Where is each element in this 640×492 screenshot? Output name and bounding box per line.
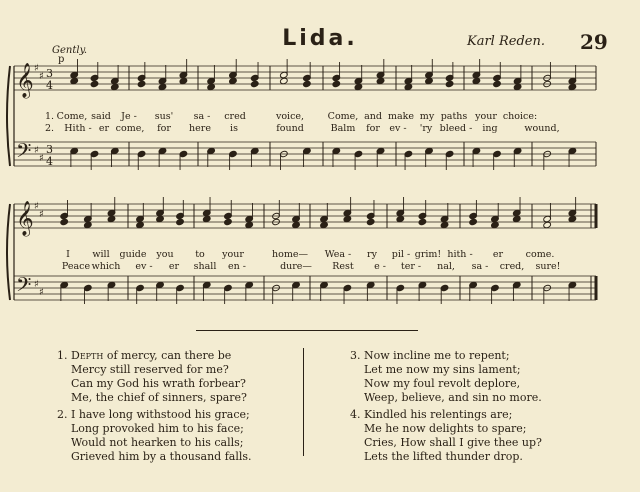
verse-line: Me he now delights to spare; (364, 422, 527, 435)
lyric-syllable: en - (228, 261, 246, 272)
note-head (343, 215, 352, 222)
note-head (512, 215, 521, 222)
lyric-syllable: Hith - (64, 123, 92, 134)
note-head (292, 221, 301, 228)
verse-line: Can my God his wrath forbear? (71, 377, 246, 390)
lyric-syllable: Come, (327, 111, 359, 122)
note-head (469, 218, 478, 225)
verse-number: 1. (45, 111, 55, 122)
lyric-syllable: cred, (499, 261, 525, 272)
sharp-sign: ♯ (39, 287, 44, 298)
note-head (418, 218, 427, 225)
lyric-syllable: cred (224, 111, 246, 122)
time-signature-bottom: 4 (46, 155, 53, 168)
lyric-syllable: grim! (414, 249, 442, 260)
lyric-syllable: 'ry (419, 123, 433, 134)
lyric-syllable: bleed - (439, 123, 473, 134)
page-number: 29 (580, 30, 608, 54)
lyric-syllable: is (230, 123, 238, 134)
lyric-syllable: voice, (275, 111, 305, 122)
note-head (60, 218, 69, 225)
note-head (440, 221, 449, 228)
hymn-title: Lida. (282, 26, 358, 51)
lyric-syllable: er (492, 249, 504, 260)
verse-line: Mercy still reserved for me? (71, 363, 229, 376)
note-head (70, 77, 79, 84)
lyrics-line-s2-v1 (0, 249, 640, 261)
note-head (207, 83, 216, 90)
verse-1-line-1 (57, 348, 231, 363)
note-head (366, 218, 375, 225)
lyric-syllable: hith - (447, 249, 473, 260)
treble-clef: 𝄞 (16, 201, 34, 236)
lyric-syllable: paths (440, 111, 468, 122)
note-head (107, 215, 116, 222)
lyric-syllable: shall (193, 261, 217, 272)
lyric-syllable: Peace (61, 261, 91, 272)
verse-line: Weep, believe, and sin no more. (364, 391, 542, 404)
lyric-syllable: come. (525, 249, 555, 260)
note-head (493, 80, 502, 87)
note-head (84, 221, 93, 228)
lyric-syllable: Wea - (324, 249, 352, 260)
verse-line: Me, the chief of sinners, spare? (71, 391, 247, 404)
time-signature-bottom: 4 (46, 79, 53, 92)
verse-line: Lets the lifted thunder drop. (364, 450, 523, 463)
sharp-sign: ♯ (34, 145, 39, 156)
note-head (303, 80, 312, 87)
note-head (332, 80, 341, 87)
lyric-syllable: dure— (280, 261, 312, 272)
note-head (568, 83, 577, 90)
lyric-syllable: which (91, 261, 121, 272)
note-head (404, 83, 413, 90)
verse-text: I have long withstood his grace; (71, 408, 250, 421)
note-head (156, 215, 165, 222)
lyric-syllable: ev - (135, 261, 153, 272)
verse-number: 1. (57, 349, 68, 362)
sharp-sign: ♯ (39, 153, 44, 164)
verse-text: of mercy, can there be (103, 349, 232, 362)
note-head (513, 83, 522, 90)
lyric-syllable: found (276, 123, 304, 134)
lyric-syllable: will (92, 249, 110, 260)
lyric-syllable: nal, (437, 261, 455, 272)
sharp-sign: ♯ (34, 63, 39, 74)
verse-text: Now incline me to repent; (364, 349, 510, 362)
note-head (425, 77, 434, 84)
note-head (568, 215, 577, 222)
lyric-syllable: you (156, 249, 174, 260)
note-head (472, 77, 481, 84)
verse-line: Would not hearken to his calls; (71, 436, 244, 449)
verse-number: 3. (350, 349, 361, 362)
note-head (229, 77, 238, 84)
lyric-syllable: Je - (121, 111, 137, 122)
lyrics-line-s2-v2 (0, 261, 640, 273)
lyric-syllable: ev - (389, 123, 407, 134)
lyric-syllable: e - (374, 261, 386, 272)
note-head (158, 83, 167, 90)
lyric-syllable: said (91, 111, 111, 122)
note-head (354, 83, 363, 90)
note-head (111, 83, 120, 90)
composer-name: Karl Reden. (467, 34, 545, 49)
verse-text: Kindled his relentings are; (364, 408, 513, 421)
note-head (90, 80, 99, 87)
lyric-syllable: make (387, 111, 415, 122)
lyric-syllable: pil - (391, 249, 411, 260)
lyric-syllable: here (189, 123, 211, 134)
lyric-syllable: wound, (524, 123, 560, 134)
lyric-syllable: er (168, 261, 180, 272)
lyrics-line-s1-v1 (0, 111, 640, 123)
tempo-marking: Gently. (52, 45, 88, 56)
note-head (320, 221, 329, 228)
lyric-syllable: sus' (154, 111, 174, 122)
verse-line: Grieved him by a thousand falls. (71, 450, 252, 463)
verse-number: 4. (350, 408, 361, 421)
note-head (396, 215, 405, 222)
lyric-syllable: my (419, 111, 435, 122)
lyric-syllable: to (195, 249, 205, 260)
lyric-syllable: your (222, 249, 244, 260)
sharp-sign: ♯ (39, 71, 44, 82)
lyric-syllable: for (366, 123, 380, 134)
note-head (137, 80, 146, 87)
lyric-syllable: and (364, 111, 382, 122)
verse-2-line-1 (57, 407, 250, 422)
lyric-syllable: er (98, 123, 110, 134)
horizontal-divider (196, 330, 418, 331)
lyric-syllable: guide (119, 249, 147, 260)
verse-line: Cries, How shall I give thee up? (364, 436, 542, 449)
verse-number: 2. (45, 123, 55, 134)
lyric-syllable: I (66, 249, 70, 260)
sharp-sign: ♯ (39, 209, 44, 220)
note-head (543, 221, 552, 228)
lyric-syllable: choice: (502, 111, 538, 122)
lyric-syllable: Balm (330, 123, 356, 134)
bass-clef: 𝄢 (16, 139, 32, 167)
lyric-syllable: Rest (332, 261, 354, 272)
lyric-syllable: home— (272, 249, 308, 260)
lyric-syllable: Come, (56, 111, 88, 122)
dynamic-marking: p (58, 54, 65, 65)
lyric-syllable: sure! (535, 261, 561, 272)
note-head (491, 221, 500, 228)
verse-line: Long provoked him to his face; (71, 422, 244, 435)
verse-4-line-1 (350, 407, 512, 422)
verse-number: 2. (57, 408, 68, 421)
lyrics-line-s1-v2 (0, 123, 640, 135)
verse-first-word: Depth (71, 349, 104, 362)
lyric-syllable: ter - (400, 261, 422, 272)
note-head (224, 218, 233, 225)
lyric-syllable: come, (115, 123, 145, 134)
time-signature-top: 3 (46, 143, 53, 156)
note-head (245, 221, 254, 228)
vertical-divider (303, 348, 304, 456)
bass-clef: 𝄢 (16, 273, 32, 301)
note-head (202, 215, 211, 222)
verse-line: Let me now my sins lament; (364, 363, 521, 376)
note-head (136, 221, 145, 228)
sharp-sign: ♯ (34, 279, 39, 290)
sharp-sign: ♯ (34, 201, 39, 212)
lyric-syllable: sa - (193, 111, 211, 122)
note-head (250, 80, 259, 87)
lyric-syllable: ing (482, 123, 498, 134)
time-signature-top: 3 (46, 67, 53, 80)
note-head (176, 218, 185, 225)
note-head (445, 80, 454, 87)
lyric-syllable: ry (367, 249, 377, 260)
note-head (280, 77, 289, 84)
note-head (376, 77, 385, 84)
lyric-syllable: sa - (471, 261, 489, 272)
treble-clef: 𝄞 (16, 63, 34, 98)
verse-line: Now my foul revolt deplore, (364, 377, 521, 390)
note-head (179, 77, 188, 84)
lyric-syllable: for (157, 123, 171, 134)
lyric-syllable: your (475, 111, 497, 122)
verse-3-line-1 (350, 348, 510, 363)
